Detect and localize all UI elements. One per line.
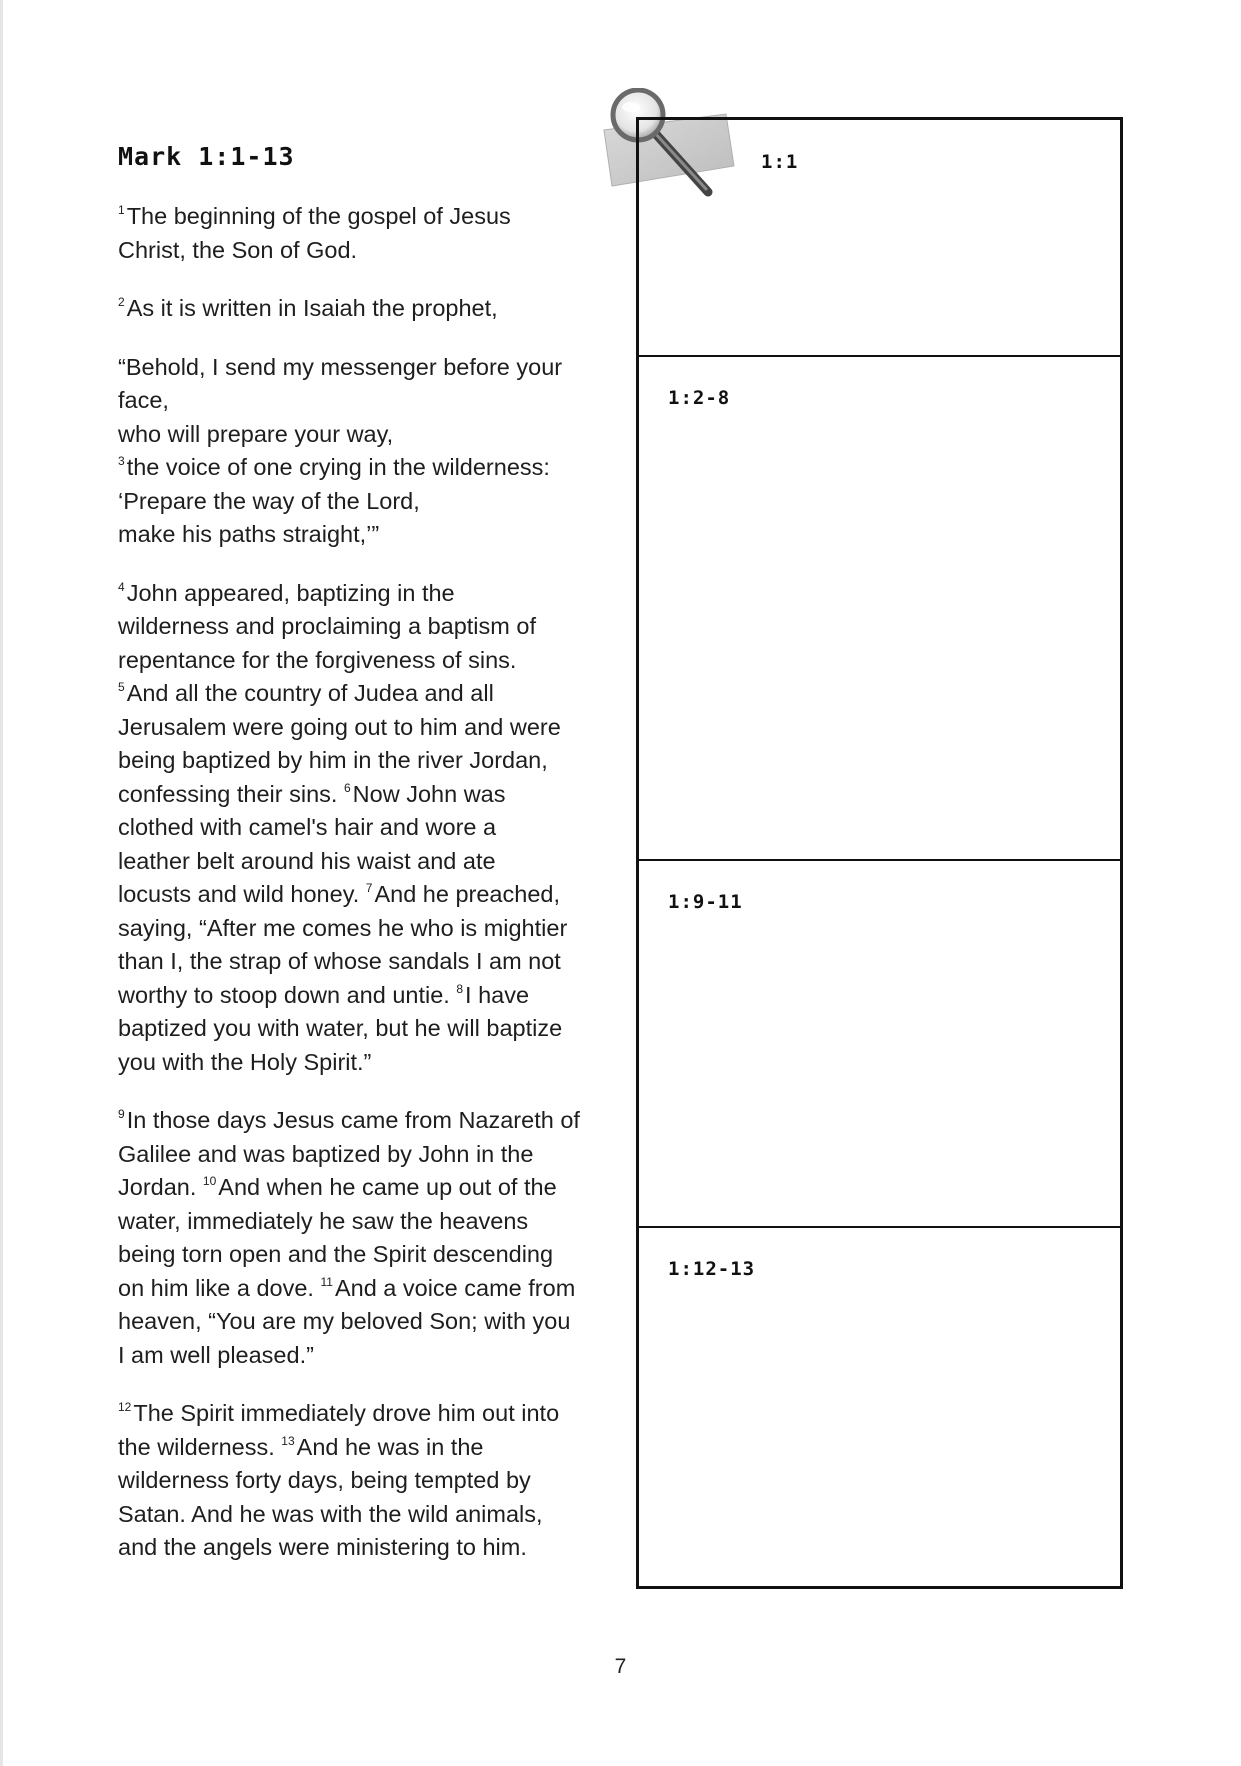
verse-text: John appeared, baptizing in the bbox=[126, 579, 455, 606]
notes-grid bbox=[636, 117, 1123, 1589]
verse-text: Galilee and was baptized by John in the bbox=[118, 1140, 534, 1167]
verse-text: saying, “After me comes he who is mightier bbox=[118, 914, 568, 941]
passage-paragraph bbox=[118, 351, 618, 552]
verse-text: worthy to stoop down and untie. bbox=[118, 981, 450, 1008]
verse-number: 7 bbox=[365, 881, 373, 895]
verse-text: Jordan. bbox=[118, 1174, 197, 1200]
passage-title: Mark 1:1-13 bbox=[118, 142, 295, 171]
verse-number: 3 bbox=[118, 454, 125, 468]
verse-text: heaven, “You are my beloved Son; with you bbox=[118, 1308, 571, 1334]
verse-text: leather belt around his waist and ate bbox=[118, 847, 496, 874]
verse-text: And a voice came from bbox=[334, 1274, 576, 1301]
verse-text: who will prepare your way, bbox=[118, 420, 394, 447]
verse-text: water, immediately he saw the heavens bbox=[118, 1207, 529, 1234]
verse-text: And when he came up out of the bbox=[218, 1174, 557, 1200]
passage-text bbox=[118, 200, 618, 1590]
verse-text: the voice of one crying in the wilderness: bbox=[126, 454, 550, 480]
verse-number: 4 bbox=[118, 579, 125, 594]
verse-text: I have bbox=[465, 981, 530, 1008]
passage-paragraph bbox=[118, 577, 618, 1080]
passage-paragraph bbox=[118, 200, 618, 267]
verse-text: And he preached, bbox=[374, 881, 560, 907]
verse-text: Christ, the Son of God. bbox=[118, 236, 358, 263]
verse-text: wilderness and proclaiming a baptism of bbox=[118, 613, 536, 639]
verse-text: In those days Jesus came from Nazareth of bbox=[126, 1107, 580, 1133]
verse-text: being torn open and the Spirit descending bbox=[118, 1241, 554, 1267]
verse-text: wilderness forty days, being tempted by bbox=[118, 1467, 531, 1493]
verse-text: make his paths straight,’” bbox=[118, 521, 380, 547]
verse-text: than I, the strap of whose sandals I am not bbox=[118, 948, 561, 974]
note-box-label: 1:12-13 bbox=[668, 1258, 756, 1280]
passage-paragraph bbox=[118, 292, 618, 326]
verse-text: ‘Prepare the way of the Lord, bbox=[118, 487, 420, 514]
verse-number: 5 bbox=[118, 680, 125, 694]
verse-text: baptized you with water, but he will baptize bbox=[118, 1015, 563, 1041]
verse-text: being baptized by him in the river Jordan, bbox=[118, 747, 548, 773]
note-box-1-2-8[interactable] bbox=[639, 355, 1120, 859]
verse-number: 6 bbox=[343, 780, 351, 795]
verse-text: As it is written in Isaiah the prophet, bbox=[126, 295, 498, 321]
passage-paragraph bbox=[118, 1397, 618, 1565]
passage-paragraph bbox=[118, 1104, 618, 1372]
verse-text: the wilderness. bbox=[118, 1433, 275, 1460]
verse-number: 10 bbox=[202, 1174, 217, 1188]
verse-text: The Spirit immediately drove him out into bbox=[133, 1400, 560, 1426]
verse-number: 1 bbox=[118, 203, 125, 217]
verse-text: Jerusalem were going out to him and were bbox=[118, 713, 561, 740]
verse-text: “Behold, I send my messenger before your bbox=[118, 353, 563, 380]
verse-text: locusts and wild honey. bbox=[118, 881, 360, 907]
verse-text: I am well pleased.” bbox=[118, 1341, 314, 1368]
verse-text: on him like a dove. bbox=[118, 1274, 314, 1301]
verse-text: And all the country of Judea and all bbox=[126, 680, 494, 706]
verse-number: 13 bbox=[281, 1433, 295, 1448]
verse-text: face, bbox=[118, 387, 169, 413]
note-box-1-12-13[interactable] bbox=[639, 1226, 1120, 1586]
note-box-1-9-11[interactable] bbox=[639, 859, 1120, 1226]
verse-number: 8 bbox=[456, 981, 464, 996]
verse-number: 12 bbox=[118, 1400, 132, 1414]
verse-text: And he was in the bbox=[296, 1433, 484, 1460]
verse-text: you with the Holy Spirit.” bbox=[118, 1048, 372, 1075]
verse-number: 9 bbox=[118, 1107, 125, 1121]
page-number: 7 bbox=[614, 1655, 627, 1678]
verse-text: The beginning of the gospel of Jesus bbox=[126, 203, 511, 229]
note-box-label: 1:2-8 bbox=[668, 387, 731, 409]
note-box-1-1[interactable] bbox=[639, 120, 1120, 355]
verse-text: clothed with camel's hair and wore a bbox=[118, 814, 497, 840]
verse-text: Satan. And he was with the wild animals, bbox=[118, 1500, 543, 1527]
verse-text: repentance for the forgiveness of sins. bbox=[118, 646, 517, 673]
note-box-label: 1:9-11 bbox=[668, 891, 743, 913]
verse-text: Now John was bbox=[352, 780, 506, 807]
verse-text: confessing their sins. bbox=[118, 780, 338, 807]
verse-number: 11 bbox=[320, 1274, 333, 1289]
page-edge bbox=[0, 0, 3, 1766]
verse-text: and the angels were ministering to him. bbox=[118, 1534, 527, 1560]
verse-number: 2 bbox=[118, 295, 125, 309]
note-box-label: 1:1 bbox=[761, 151, 799, 173]
